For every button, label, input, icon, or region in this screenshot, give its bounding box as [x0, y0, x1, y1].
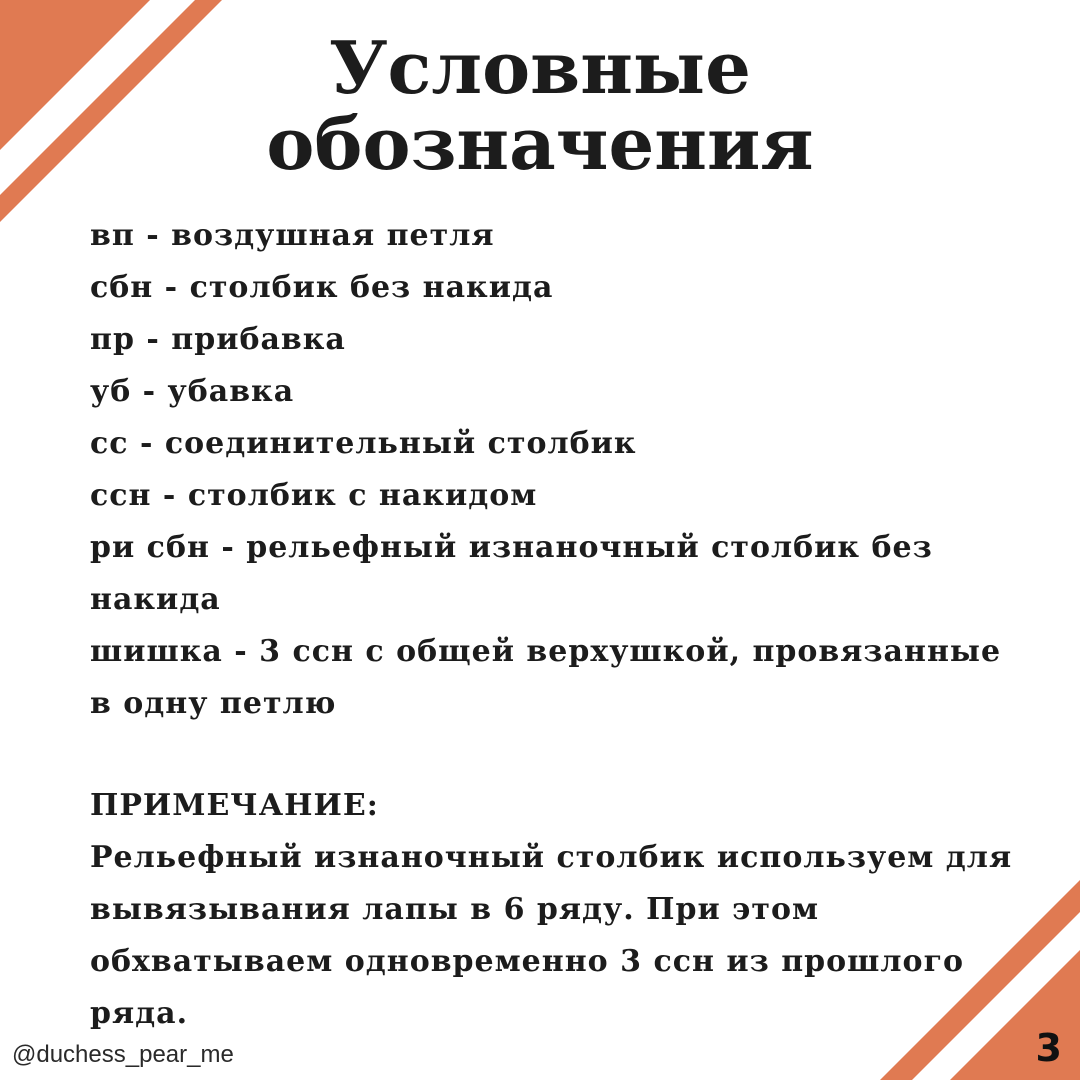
legend-item: ссн - столбик с накидом [90, 478, 538, 513]
note-text: Рельефный изнаночный столбик используем для вывязывания лапы в 6 ряду. При этом обхватываем одновременно 3 ссн из прошлого ряда. [90, 840, 1013, 1031]
legend-item: шишка - 3 ссн с общей верхушкой, провязанные в одну петлю [90, 634, 1002, 721]
legend-item: уб - убавка [90, 374, 295, 409]
legend-item: ри сбн - рельефный изнаночный столбик без накида [90, 530, 933, 617]
legend-list [90, 210, 1020, 730]
title-line-2: обозначения [266, 101, 814, 186]
legend-item: пр - прибавка [90, 322, 346, 357]
page-number: 3 [1035, 1026, 1062, 1070]
legend-item: вп - воздушная петля [90, 218, 495, 253]
title-line-1: Условные [329, 25, 751, 110]
legend-item: сбн - столбик без накида [90, 270, 554, 305]
author-handle: @duchess_pear_me [12, 1041, 234, 1068]
page-title [0, 25, 1080, 186]
legend-item: сс - соединительный столбик [90, 426, 637, 461]
note-heading: ПРИМЕЧАНИЕ: [90, 788, 379, 823]
